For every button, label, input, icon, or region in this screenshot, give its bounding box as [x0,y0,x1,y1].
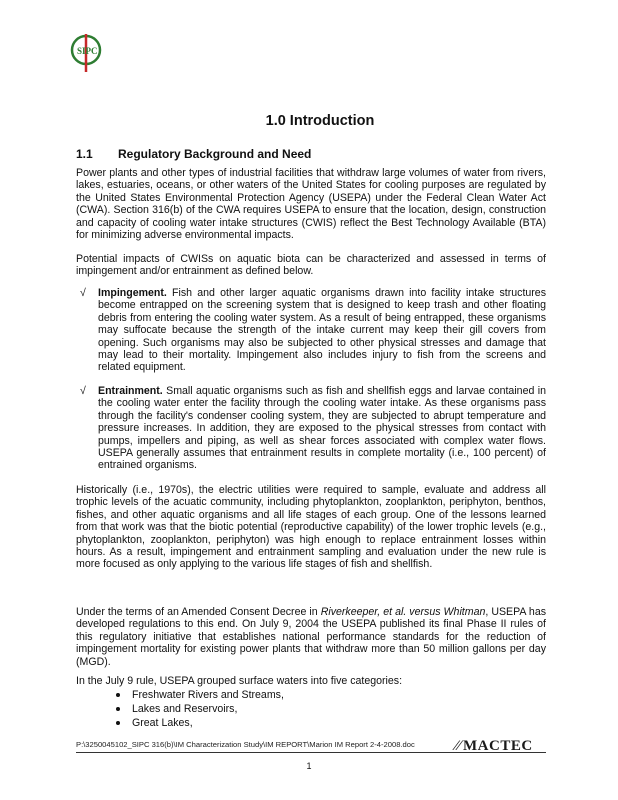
bullet-text: Small aquatic organisms such as fish and shellfish eggs and larvae contained in the cooling water enter the facility through the cooling water intake. As these organisms pass through the facility's condenser cooling system, they are subjected to abrupt temperature and pressure increases. In addition, they are exposed to the physical stresses from contact with pumps, impellers and piping, as well as shear forces associated with complex water flows. USEPA generally assumes that entrainment results in complete mortality (i.e., 100 percent) of entrained organisms. [98,385,546,472]
logo-text: SIPC [77,46,98,56]
list-item: Lakes and Reservoirs, [114,702,284,716]
bullet-dot-icon [116,721,120,725]
mactec-mark-icon: ⁄⁄ [455,738,462,754]
bullet-text: Fish and other larger aquatic organisms drawn into facility intake structures become entrapped on the screening system that is designed to keep trash and other floating debris from entering the cooling water system. As a result of being entrapped, these organisms may suffocate because the strength of the intake current may keep their gill covers from opening. Such organisms may also be subjected to other physical stresses and damage that may lead to their mortality. Impingement also includes injury to fish from the screens and related equipment. [98,287,546,374]
mactec-logo: ⁄⁄ MACTEC [455,738,533,754]
bullet-dot-icon [116,707,120,711]
paragraph-impacts: Potential impacts of CWISs on aquatic biota can be characterized and assessed in terms of impingement and/or entrainment as defined below. [76,253,546,278]
footer-file-path: P:\3250045102_SIPC 316(b)\IM Characterization Study\IM REPORT\Marion IM Report 2-4-2008.doc [76,740,415,749]
bullet-entrainment [76,385,546,472]
p4-text-a: Under the terms of an Amended Consent Decree in [76,606,321,618]
list-item: Freshwater Rivers and Streams, [114,688,284,702]
p4-text-b: , USEPA has developed regulations to this end. On July 9, 2004 the USEPA published its final Phase II rules of this regulatory initiative that establishes national performance standards for the reduction of impingement mortality for existing power plants that withdraw more than 50 million gallons per day (MGD). [76,606,547,668]
section-number: 1.1 [76,147,93,161]
case-name: Riverkeeper, et al. versus Whitman [320,606,486,618]
page-title: 1.0 Introduction [265,113,375,129]
paragraph-consent-decree [76,606,546,668]
section-title: Regulatory Background and Need [118,147,312,161]
category-list [114,688,284,730]
bullet-lead: Impingement. [98,287,167,299]
checkmark-icon: √ [80,287,86,299]
bullet-impingement [76,287,546,374]
checkmark-icon: √ [80,385,86,397]
page-number: 1 [306,761,312,771]
bullet-lead: Entrainment. [98,385,163,397]
paragraph-historical: Historically (i.e., 1970s), the electric utilities were required to sample, evaluate and address all trophic levels of the acuatic community, including phytoplankton, zooplankton, periphyton, benthos, fishes, and other aquatic organisms and all life stages of each group. One of the lessons learned from that work was that the biotic potential (reproductive capability) of the lower trophic levels (e.g., phytoplankton, zooplankton, periphyton) was high enough to replace entrainment losses within hours. As a result, impingement and entrainment sampling and evaluation under the new rule is more focused as only applying to the various life stages of fish and shellfish. [76,484,546,571]
section-heading [76,147,311,161]
bullet-dot-icon [116,693,120,697]
paragraph-regulation: Power plants and other types of industrial facilities that withdraw large volumes of water from rivers, lakes, estuaries, oceans, or other waters of the United States for cooling purposes are regulated by the United States Environmental Protection Agency (USEPA) under the Federal Clean Water Act (CWA). Section 316(b) of the CWA requires USEPA to ensure that the location, design, construction and capacity of cooling water intake structures (CWIS) reflect the Best Technology Available (BTA) for minimizing adverse environmental impacts. [76,167,546,242]
sipc-logo [66,30,106,74]
list-item: Great Lakes, [114,716,284,730]
paragraph-categories-intro: In the July 9 rule, USEPA grouped surface waters into five categories: [76,675,403,687]
